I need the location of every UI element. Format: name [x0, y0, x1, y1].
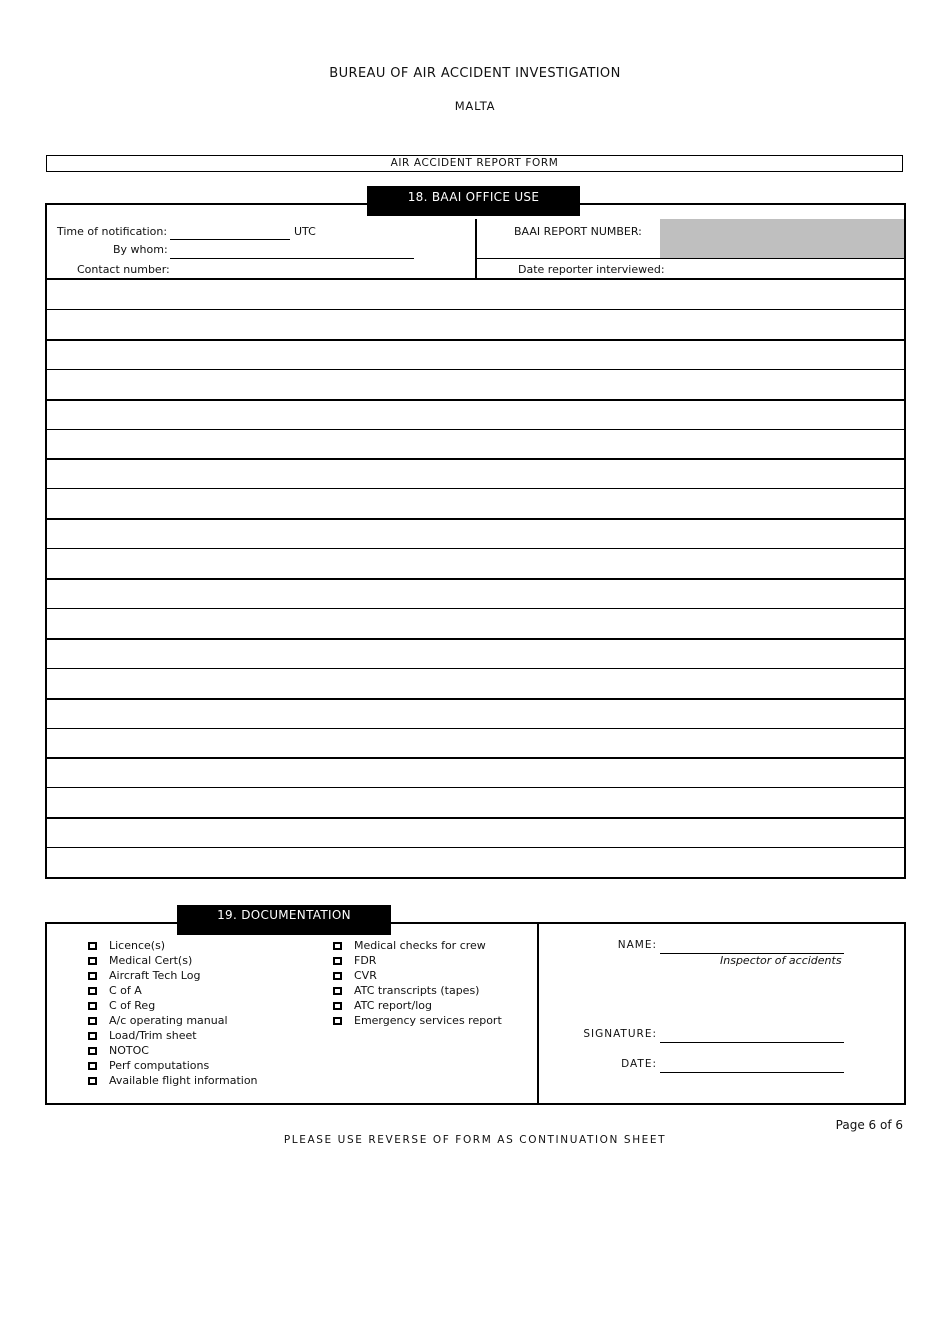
document-item: Aircraft Tech Log — [88, 968, 258, 983]
header-row-divider — [47, 278, 904, 280]
document-item: Licence(s) — [88, 938, 258, 953]
organization-title: BUREAU OF AIR ACCIDENT INVESTIGATION — [329, 66, 621, 81]
narrative-line[interactable] — [47, 578, 904, 580]
documents-right-list — [333, 938, 502, 1028]
checkbox[interactable] — [88, 1077, 97, 1085]
checkbox[interactable] — [333, 987, 342, 995]
narrative-line[interactable] — [47, 638, 904, 640]
name-label: NAME: — [617, 939, 657, 951]
checkbox[interactable] — [333, 1017, 342, 1025]
page-number: Page 6 of 6 — [835, 1118, 903, 1132]
document-item: Medical checks for crew — [333, 938, 502, 953]
time-of-notification-field[interactable] — [170, 239, 290, 240]
document-item: C of Reg — [88, 998, 258, 1013]
narrative-line[interactable] — [47, 458, 904, 460]
interview-row-divider — [476, 258, 904, 259]
document-item: Perf computations — [88, 1058, 258, 1073]
form-title: AIR ACCIDENT REPORT FORM — [46, 155, 903, 172]
checkbox[interactable] — [88, 1032, 97, 1040]
report-number-label: BAAI REPORT NUMBER: — [514, 225, 642, 238]
section-19-title: 19. DOCUMENTATION — [177, 905, 391, 935]
document-item: ATC transcripts (tapes) — [333, 983, 502, 998]
narrative-line[interactable] — [47, 488, 904, 489]
document-item: NOTOC — [88, 1043, 258, 1058]
narrative-line[interactable] — [47, 847, 904, 848]
narrative-line[interactable] — [47, 429, 904, 430]
section-18-divider — [475, 219, 477, 278]
narrative-line[interactable] — [47, 728, 904, 729]
documents-left-list — [88, 938, 258, 1088]
section-18-title: 18. BAAI OFFICE USE — [367, 186, 580, 216]
checkbox[interactable] — [333, 957, 342, 965]
narrative-line[interactable] — [47, 399, 904, 401]
signature-label: SIGNATURE: — [583, 1028, 657, 1040]
document-item: A/c operating manual — [88, 1013, 258, 1028]
date-field[interactable] — [660, 1072, 844, 1073]
document-item: Available flight information — [88, 1073, 258, 1088]
narrative-line[interactable] — [47, 339, 904, 341]
narrative-line[interactable] — [47, 608, 904, 609]
narrative-line[interactable] — [47, 817, 904, 819]
by-whom-field[interactable] — [170, 258, 414, 259]
narrative-line[interactable] — [47, 518, 904, 520]
utc-label: UTC — [294, 225, 316, 238]
continuation-note: PLEASE USE REVERSE OF FORM AS CONTINUATION SHEET — [283, 1134, 667, 1146]
inspector-caption: Inspector of accidents — [720, 954, 842, 967]
document-item: FDR — [333, 953, 502, 968]
checkbox[interactable] — [88, 942, 97, 950]
narrative-line[interactable] — [47, 668, 904, 669]
narrative-line[interactable] — [47, 369, 904, 370]
narrative-line[interactable] — [47, 548, 904, 549]
report-number-field[interactable] — [660, 219, 904, 258]
document-item: ATC report/log — [333, 998, 502, 1013]
narrative-line[interactable] — [47, 787, 904, 788]
checkbox[interactable] — [333, 1002, 342, 1010]
checkbox[interactable] — [333, 972, 342, 980]
checkbox[interactable] — [88, 1017, 97, 1025]
date-label: DATE: — [621, 1058, 657, 1070]
document-item: C of A — [88, 983, 258, 998]
by-whom-label: By whom: — [113, 243, 168, 256]
interview-date-label: Date reporter interviewed: — [518, 263, 665, 276]
checkbox[interactable] — [333, 942, 342, 950]
document-item: Emergency services report — [333, 1013, 502, 1028]
contact-number-label: Contact number: — [77, 263, 170, 276]
narrative-line[interactable] — [47, 757, 904, 759]
document-item: CVR — [333, 968, 502, 983]
checkbox[interactable] — [88, 1062, 97, 1070]
narrative-line[interactable] — [47, 309, 904, 310]
country-subtitle: MALTA — [454, 99, 496, 113]
checkbox[interactable] — [88, 1002, 97, 1010]
document-item: Load/Trim sheet — [88, 1028, 258, 1043]
checkbox[interactable] — [88, 972, 97, 980]
checkbox[interactable] — [88, 1047, 97, 1055]
checkbox[interactable] — [88, 987, 97, 995]
checkbox[interactable] — [88, 957, 97, 965]
narrative-line[interactable] — [47, 698, 904, 700]
section-18-box — [45, 203, 906, 879]
document-item: Medical Cert(s) — [88, 953, 258, 968]
signature-field[interactable] — [660, 1042, 844, 1043]
time-of-notification-label: Time of notification: — [57, 225, 168, 238]
